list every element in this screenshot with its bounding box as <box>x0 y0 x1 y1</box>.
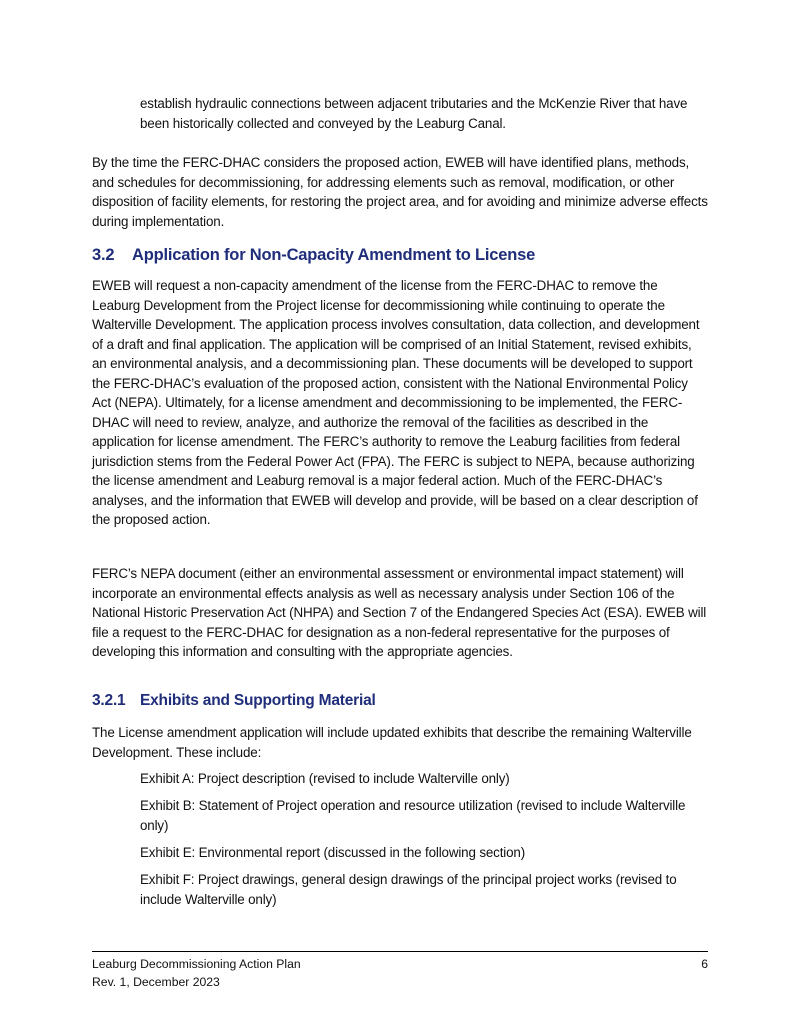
section-3-2-paragraph-1: EWEB will request a non-capacity amendment of the license from the FERC-DHAC to remove the Leaburg Development from the Project license for decommissioning while continuing to operate the Walterville Development. The application process involves consultation, data collection, and development of a draft and final application. The application will be comprised of an Initial Statement, revised exhibits, an environmental analysis, and a decommissioning plan. These documents will be developed to support the FERC-DHAC’s evaluation of the proposed action, consistent with the National Environmental Policy Act (NEPA). Ultimately, for a license amendment and decommissioning to be implemented, the FERC-DHAC will need to review, analyze, and authorize the removal of the facilities as described in the application for license amendment. The FERC’s authority to remove the Leaburg facilities from federal jurisdiction stems from the Federal Power Act (FPA). The FERC is subject to NEPA, because authorizing the license amendment and Leaburg removal is a major federal action. Much of the FERC-DHAC’s analyses, and the information that EWEB will develop and provide, will be based on a clear description of the proposed action. <box>92 278 700 527</box>
section-title: Application for Non-Capacity Amendment to License <box>132 246 536 264</box>
subsection-title: Exhibits and Supporting Material <box>140 692 376 709</box>
intro-paragraph: By the time the FERC-DHAC considers the proposed action, EWEB will have identified plans, methods, and schedules for decommissioning, for addressing elements such as removal, modification, or other disposition of facility elements, for restoring the project area, and for avoiding and minimize adverse effects during implementation. <box>92 155 708 229</box>
section-number: 3.2 <box>92 246 115 264</box>
continuation-paragraph: establish hydraulic connections between adjacent tributaries and the McKenzie River that have been historically collected and conveyed by the Leaburg Canal. <box>140 96 688 131</box>
exhibit-item-e: Exhibit E: Environmental report (discussed in the following section) <box>140 845 526 860</box>
footer-divider <box>92 951 708 952</box>
footer-document-title: Leaburg Decommissioning Action Plan <box>92 957 301 971</box>
footer-revision: Rev. 1, December 2023 <box>92 975 220 989</box>
exhibit-item-f: Exhibit F: Project drawings, general design drawings of the principal project works (revised to include Walterville only) <box>140 872 677 907</box>
section-3-2-paragraph-2: FERC’s NEPA document (either an environmental assessment or environmental impact statement) will incorporate an environmental effects analysis as well as necessary analysis under Section 106 of the National Historic Preservation Act (NHPA) and Section 7 of the Endangered Species Act (ESA). EWEB will file a request to the FERC-DHAC for designation as a non-federal representative for the purposes of developing this information and consulting with the appropriate agencies. <box>92 566 707 659</box>
exhibits-intro: The License amendment application will include updated exhibits that describe the remaining Walterville Development. These include: <box>92 725 692 760</box>
section-3-2-heading <box>92 246 535 265</box>
exhibit-item-b: Exhibit B: Statement of Project operation and resource utilization (revised to include Walterville only) <box>140 798 686 833</box>
page-number: 6 <box>701 957 708 971</box>
page-footer <box>92 955 708 991</box>
subsection-number: 3.2.1 <box>92 692 126 709</box>
section-3-2-1-heading <box>92 692 376 710</box>
exhibit-item-a: Exhibit A: Project description (revised to include Walterville only) <box>140 771 510 786</box>
